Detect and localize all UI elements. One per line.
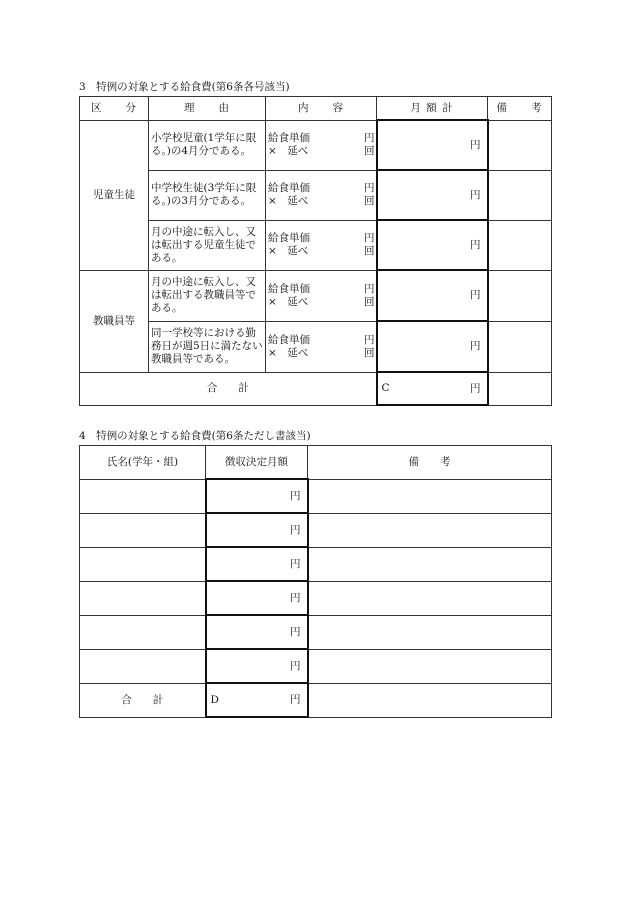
- name-field[interactable]: [80, 547, 206, 581]
- monthly-amount-field[interactable]: 円: [377, 321, 488, 372]
- section4-title: 4 特例の対象とする給食費(第6条ただし書該当): [79, 430, 311, 442]
- remarks-field[interactable]: [308, 581, 552, 615]
- remarks-field[interactable]: [308, 547, 552, 581]
- content-cell: 給食単価 円 × 延べ 回: [266, 170, 377, 220]
- header-content: 内 容: [266, 97, 377, 121]
- remarks-field[interactable]: [488, 170, 552, 220]
- collection-amount-field[interactable]: 円: [206, 581, 308, 615]
- special-meal-fee-table-proviso: [79, 445, 552, 718]
- total-row: [80, 683, 552, 717]
- reason-cell: 小学校児童(1学年に限る。)の4月分である。: [149, 120, 266, 170]
- remarks-field[interactable]: [488, 220, 552, 270]
- table-row: [80, 479, 552, 513]
- content-cell: 給食単価 円 × 延べ 回: [266, 321, 377, 372]
- total-amount-field-c[interactable]: C 円: [377, 372, 488, 405]
- total-row: [80, 372, 552, 405]
- header-reason: 理 由: [149, 97, 266, 121]
- monthly-amount-field[interactable]: 円: [377, 270, 488, 321]
- total-remarks-field[interactable]: [308, 683, 552, 717]
- collection-amount-field[interactable]: 円: [206, 615, 308, 649]
- remarks-field[interactable]: [488, 120, 552, 170]
- total-label: 合 計: [80, 372, 377, 405]
- remarks-field[interactable]: [308, 615, 552, 649]
- collection-amount-field[interactable]: 円: [206, 513, 308, 547]
- category-staff: 教職員等: [80, 270, 149, 372]
- collection-amount-field[interactable]: 円: [206, 479, 308, 513]
- total-amount-field-d[interactable]: D 円: [206, 683, 308, 717]
- remarks-field[interactable]: [308, 513, 552, 547]
- header-remarks: 備 考: [308, 446, 552, 480]
- monthly-amount-field[interactable]: 円: [377, 120, 488, 170]
- name-field[interactable]: [80, 513, 206, 547]
- collection-amount-field[interactable]: 円: [206, 547, 308, 581]
- table-row: [80, 649, 552, 683]
- total-label: 合 計: [80, 683, 206, 717]
- name-field[interactable]: [80, 615, 206, 649]
- header-name: 氏名(学年・組): [80, 446, 206, 480]
- table-header-row: [80, 97, 552, 121]
- content-cell: 給食単価 円 × 延べ 回: [266, 220, 377, 270]
- table-row: [80, 120, 552, 170]
- header-collection-amount: 徴収決定月額: [206, 446, 308, 480]
- table-row: [80, 547, 552, 581]
- reason-cell: 中学校生徒(3学年に限る。)の3月分である。: [149, 170, 266, 220]
- table-row: [80, 220, 552, 270]
- remarks-field[interactable]: [308, 649, 552, 683]
- reason-cell: 月の中途に転入し、又は転出する児童生徒である。: [149, 220, 266, 270]
- remarks-field[interactable]: [488, 321, 552, 372]
- total-remarks-field[interactable]: [488, 372, 552, 405]
- name-field[interactable]: [80, 649, 206, 683]
- content-cell: 給食単価 円 × 延べ 回: [266, 120, 377, 170]
- name-field[interactable]: [80, 581, 206, 615]
- remarks-field[interactable]: [308, 479, 552, 513]
- monthly-amount-field[interactable]: 円: [377, 170, 488, 220]
- reason-cell: 同一学校等における勤務日が週5日に満たない教職員等である。: [149, 321, 266, 372]
- category-students: 児童生徒: [80, 120, 149, 270]
- table-row: [80, 581, 552, 615]
- table-row: [80, 615, 552, 649]
- section3-title: 3 特例の対象とする給食費(第6条各号該当): [79, 81, 290, 93]
- special-meal-fee-table-article6: [79, 96, 552, 406]
- reason-cell: 月の中途に転入し、又は転出する教職員等である。: [149, 270, 266, 321]
- header-monthly-total: 月 額 計: [377, 97, 488, 121]
- table-row: [80, 170, 552, 220]
- table-row: [80, 513, 552, 547]
- content-cell: 給食単価 円 × 延べ 回: [266, 270, 377, 321]
- table-row: [80, 270, 552, 321]
- table-header-row: [80, 446, 552, 480]
- header-remarks: 備 考: [488, 97, 552, 121]
- collection-amount-field[interactable]: 円: [206, 649, 308, 683]
- monthly-amount-field[interactable]: 円: [377, 220, 488, 270]
- table-row: [80, 321, 552, 372]
- remarks-field[interactable]: [488, 270, 552, 321]
- header-category: 区 分: [80, 97, 149, 121]
- name-field[interactable]: [80, 479, 206, 513]
